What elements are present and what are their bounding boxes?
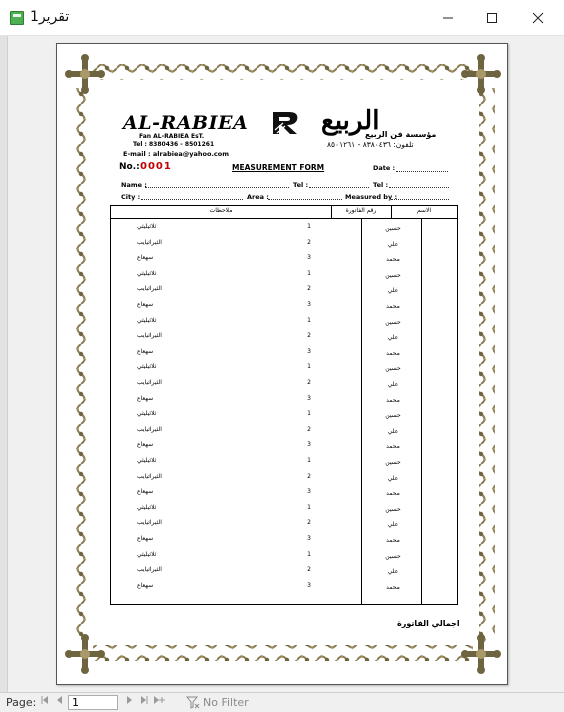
row-name: حسين xyxy=(385,271,401,279)
row-name: محمد xyxy=(386,396,400,404)
page-label: Page: xyxy=(6,696,37,709)
row-note: سهعاع xyxy=(137,488,154,496)
city-field xyxy=(141,199,243,200)
row-invoice-number: 1 xyxy=(307,223,311,230)
row-invoice-number: 3 xyxy=(307,254,311,262)
close-icon xyxy=(532,12,544,24)
row-name: حسين xyxy=(385,365,401,373)
row-name: علي xyxy=(387,334,399,342)
minimize-button[interactable] xyxy=(428,6,468,30)
row-invoice-number: 3 xyxy=(307,301,311,308)
table-row xyxy=(111,533,457,549)
row-invoice-number: 1 xyxy=(307,410,311,418)
table-row xyxy=(111,502,457,518)
row-invoice-number: 1 xyxy=(307,550,311,558)
row-invoice-number: 3 xyxy=(307,394,311,402)
date-field xyxy=(396,171,448,172)
row-note: ثلاثيليثي xyxy=(137,269,157,277)
last-page-button[interactable] xyxy=(137,695,151,710)
minimize-icon xyxy=(442,12,454,24)
row-name: حسين xyxy=(385,225,401,232)
row-note: ثلاثيليثي xyxy=(137,457,157,464)
row-invoice-number: 2 xyxy=(307,285,311,293)
row-name: علي xyxy=(387,427,399,435)
row-invoice-number: 3 xyxy=(307,347,311,355)
table-row xyxy=(111,315,457,331)
row-invoice-number: 2 xyxy=(307,472,311,480)
funnel-x-icon[interactable] xyxy=(186,696,200,709)
name-label: Name : xyxy=(121,181,147,189)
row-invoice-number: 2 xyxy=(307,238,311,246)
row-name: علي xyxy=(387,474,399,482)
row-name: محمد xyxy=(386,537,400,544)
row-note: ثلاثيليثي xyxy=(137,410,157,418)
table-header-divider xyxy=(111,218,457,219)
row-note: سهعاع xyxy=(137,581,154,589)
row-invoice-number: 3 xyxy=(307,488,311,496)
invoice-no-header: رقم الفاتورة xyxy=(345,207,377,214)
company-est-ar: مؤسسة فن الربيع xyxy=(365,130,437,139)
row-note: ثلاثيليثي xyxy=(137,503,157,511)
row-invoice-number: 1 xyxy=(307,503,311,511)
window-title: تقرير1 xyxy=(30,9,70,25)
row-note: الثيراثيايب xyxy=(137,519,162,527)
maximize-icon xyxy=(486,12,498,24)
row-invoice-number: 1 xyxy=(307,363,311,371)
row-invoice-number: 2 xyxy=(307,519,311,527)
record-navigation-bar xyxy=(0,692,564,712)
row-note: سهعاع xyxy=(137,394,154,402)
first-page-icon xyxy=(40,695,50,705)
table-row xyxy=(111,237,457,253)
row-name: علي xyxy=(387,240,399,248)
company-est-en: Fan AL-RABIEA EsT. xyxy=(139,133,205,140)
row-name: محمد xyxy=(386,443,400,451)
row-note: الثيراثيايب xyxy=(137,332,162,340)
area-field xyxy=(268,199,342,200)
row-note: سهعاع xyxy=(137,301,154,308)
table-row xyxy=(111,283,457,299)
row-note: ثلاثيليثي xyxy=(137,223,157,230)
prev-page-icon xyxy=(55,695,65,705)
company-name-en: AL-RABIEA xyxy=(123,112,249,134)
table-row xyxy=(111,252,457,268)
table-row xyxy=(111,471,457,487)
table-row xyxy=(111,549,457,565)
table-row xyxy=(111,221,457,237)
row-note: ثلاثيليثي xyxy=(137,316,157,324)
table-row xyxy=(111,517,457,533)
new-record-button[interactable] xyxy=(152,695,166,710)
row-invoice-number: 2 xyxy=(307,332,311,340)
filter-status[interactable]: No Filter xyxy=(203,696,249,709)
company-email: E-mail : alrabiea@yahoo.com xyxy=(123,150,230,158)
company-name-ar: الربيع xyxy=(321,106,380,136)
row-note: ثلاثيليثي xyxy=(137,363,157,371)
row-note: سهعاع xyxy=(137,441,154,449)
row-name: حسين xyxy=(385,412,401,420)
row-note: سهعاع xyxy=(137,535,154,542)
table-row xyxy=(111,564,457,580)
row-name: علي xyxy=(387,521,399,529)
row-invoice-number: 2 xyxy=(307,566,311,574)
table-row xyxy=(111,361,457,377)
first-page-button[interactable] xyxy=(38,695,52,710)
next-page-icon xyxy=(124,695,134,705)
measured-by-field xyxy=(391,199,449,200)
invoice-total-label: اجمالي الفاتورة xyxy=(397,619,460,628)
row-name: محمد xyxy=(386,490,400,498)
table-row xyxy=(111,299,457,315)
row-name: علي xyxy=(387,568,399,576)
row-name: حسين xyxy=(385,505,401,513)
row-invoice-number: 1 xyxy=(307,316,311,324)
table-row xyxy=(111,408,457,424)
row-invoice-number: 3 xyxy=(307,441,311,449)
row-note: ثلاثيليثي xyxy=(137,550,157,558)
company-tel-en: Tel : 8380436 - 8501261 xyxy=(133,141,215,148)
tel2-label: Tel : xyxy=(373,181,389,189)
table-row xyxy=(111,268,457,284)
table-row xyxy=(111,393,457,409)
maximize-button[interactable] xyxy=(472,6,512,30)
table-row xyxy=(111,580,457,596)
close-button[interactable] xyxy=(518,6,558,30)
table-row xyxy=(111,377,457,393)
table-row xyxy=(111,439,457,455)
table-row xyxy=(111,486,457,502)
row-invoice-number: 3 xyxy=(307,581,311,589)
row-note: سهعاع xyxy=(137,254,154,262)
new-record-icon xyxy=(153,695,165,705)
row-note: الثيراثيايب xyxy=(137,425,162,433)
measurement-table xyxy=(110,205,458,605)
page-number-input[interactable] xyxy=(68,695,118,710)
next-page-button[interactable] xyxy=(122,695,136,710)
left-pane-edge xyxy=(0,36,8,692)
row-note: سهعاع xyxy=(137,347,154,355)
row-invoice-number: 1 xyxy=(307,457,311,464)
row-invoice-number: 1 xyxy=(307,269,311,277)
row-name: محمد xyxy=(386,349,400,357)
form-number-label: No.: xyxy=(119,162,140,172)
name-field xyxy=(145,187,289,188)
row-name: حسين xyxy=(385,318,401,326)
row-name: حسين xyxy=(385,552,401,560)
prev-page-button[interactable] xyxy=(53,695,67,710)
area-label: Area : xyxy=(247,193,269,201)
name-header: الاسم xyxy=(416,207,432,214)
table-row xyxy=(111,330,457,346)
row-note: الثيراثيايب xyxy=(137,472,162,480)
window-titlebar xyxy=(0,0,564,36)
row-name: محمد xyxy=(386,303,400,310)
city-label: City : xyxy=(121,193,141,201)
report-page xyxy=(56,43,508,685)
table-row xyxy=(111,455,457,471)
row-name: حسين xyxy=(385,459,401,466)
company-logo-icon xyxy=(271,110,301,136)
tel-label: Tel : xyxy=(293,181,309,189)
tel-field xyxy=(309,187,369,188)
company-tel-ar: تلفون: ٨٣٨٠٤٣٦ - ٨٥٠١٢٦١ xyxy=(327,140,414,149)
row-invoice-number: 2 xyxy=(307,425,311,433)
row-note: الثيراثيايب xyxy=(137,238,162,246)
measured-by-label: Measured by : xyxy=(345,193,398,201)
table-row xyxy=(111,424,457,440)
row-note: الثيراثيايب xyxy=(137,285,162,293)
row-name: محمد xyxy=(386,583,400,591)
table-row xyxy=(111,346,457,362)
report-icon xyxy=(10,11,24,25)
row-name: محمد xyxy=(386,256,400,264)
row-invoice-number: 2 xyxy=(307,379,311,386)
tel2-field xyxy=(389,187,449,188)
row-invoice-number: 3 xyxy=(307,535,311,542)
date-label: Date : xyxy=(373,164,396,172)
form-title: MEASUREMENT FORM xyxy=(232,163,325,172)
row-note: الثيراثيايب xyxy=(137,379,162,386)
row-name: علي xyxy=(387,287,399,295)
last-page-icon xyxy=(139,695,149,705)
notes-header: ملاحظات xyxy=(209,207,233,214)
form-number-value: 0001 xyxy=(140,161,172,172)
row-note: الثيراثيايب xyxy=(137,566,162,574)
row-name: علي xyxy=(387,381,399,388)
